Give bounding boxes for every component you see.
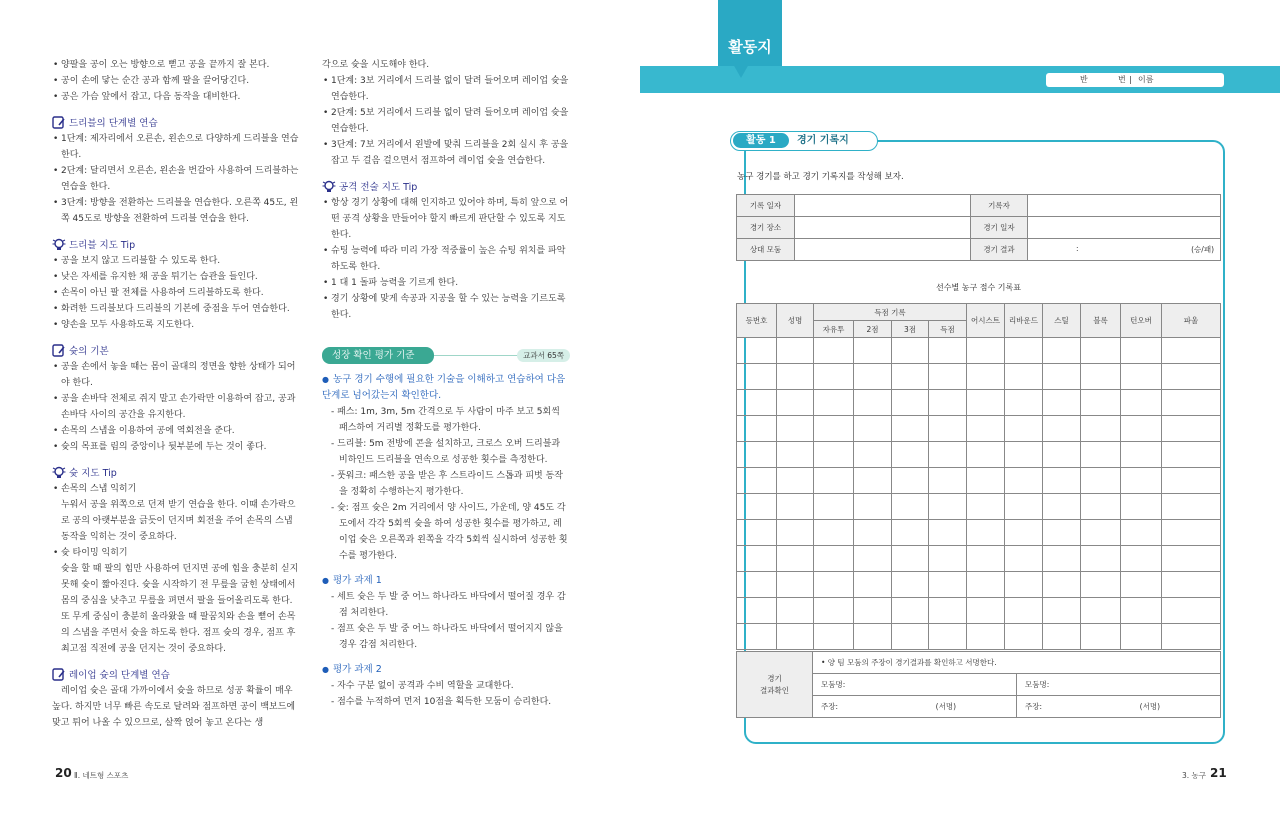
captain-a-cell[interactable]: 주장: (서명) [813, 696, 1017, 718]
col-block: 블록 [1081, 304, 1121, 338]
list-item: • 손목이 아닌 팔 전체를 사용하여 드리블하도록 한다. [52, 285, 302, 301]
paragraph: 누워서 공을 위쪽으로 던져 받기 연습을 한다. 이때 손가락으로 공의 아랫부분을 긁듯이 던지며 회전을 주어 손목의 스냅 동작을 익히는 것이 중요하다. [61, 500, 296, 542]
score-cell[interactable] [1081, 546, 1121, 572]
col-assist: 어시스트 [967, 304, 1005, 338]
task1-heading: ● 평가 과제 1 [322, 573, 570, 589]
score-cell[interactable] [1121, 338, 1162, 364]
left-column-1 [52, 57, 302, 731]
score-cell[interactable] [777, 338, 814, 364]
list-item: • 3단계: 7보 거리에서 왼발에 맞춰 드리블을 2회 실시 후 공을 잡고 두 걸음 걸으면서 점프하여 레이업 슛을 연습한다. [322, 137, 570, 169]
score-cell[interactable] [814, 390, 854, 416]
score-table-title: 선수별 농구 점수 기록표 [936, 283, 1021, 292]
list-item: • 낮은 자세를 유지한 채 공을 튀기는 습관을 들인다. [52, 269, 302, 285]
eval-intro: ● 농구 경기 수행에 필요한 기술을 이해하고 연습하여 다음 단계로 넘어갔는지 확인한다. [322, 372, 570, 404]
table-row [737, 598, 1221, 624]
list-item: • 슛 타이밍 익히기 [52, 545, 302, 561]
score-cell[interactable] [1162, 624, 1221, 650]
score-cell[interactable] [854, 468, 892, 494]
score-cell[interactable] [1121, 520, 1162, 546]
col-turnover: 턴오버 [1121, 304, 1162, 338]
score-cell[interactable] [777, 416, 814, 442]
score-cell[interactable] [892, 364, 929, 390]
score-cell[interactable] [777, 468, 814, 494]
score-cell[interactable] [967, 598, 1005, 624]
list-item: • 1 대 1 돌파 능력을 기르게 한다. [322, 275, 570, 291]
score-cell[interactable] [737, 442, 777, 468]
score-cell[interactable] [854, 624, 892, 650]
textbook-ref-badge: 교과서 65쪽 [517, 349, 570, 362]
col-free-throw: 자유투 [814, 321, 854, 338]
score-cell[interactable] [854, 520, 892, 546]
score-cell[interactable] [1005, 624, 1043, 650]
score-cell[interactable] [1162, 546, 1221, 572]
lightbulb-icon [52, 466, 66, 479]
score-cell[interactable] [929, 390, 967, 416]
growth-check-banner [322, 347, 570, 364]
score-cell[interactable] [854, 494, 892, 520]
score-cell[interactable] [1121, 494, 1162, 520]
score-cell[interactable] [814, 546, 854, 572]
score-cell[interactable] [737, 624, 777, 650]
pencil-note-icon [52, 344, 66, 357]
score-cell[interactable] [1043, 338, 1081, 364]
score-cell[interactable] [892, 442, 929, 468]
score-cell[interactable] [814, 572, 854, 598]
score-cell[interactable] [967, 338, 1005, 364]
tab-pointer [733, 64, 749, 78]
score-cell[interactable] [929, 598, 967, 624]
list-item: - 풋워크: 패스한 공을 받은 후 스트라이드 스톱과 피벗 동작을 정확히 수행하는지 평가한다. [331, 471, 563, 497]
score-cell[interactable] [1162, 390, 1221, 416]
score-cell[interactable] [777, 546, 814, 572]
score-cell[interactable] [967, 416, 1005, 442]
score-cell[interactable] [814, 364, 854, 390]
score-cell[interactable] [1043, 598, 1081, 624]
left-column-2 [322, 57, 570, 710]
list-item: • 공을 손에서 놓을 때는 몸이 골대의 정면을 향한 상태가 되어야 한다. [52, 359, 302, 391]
score-cell[interactable] [854, 364, 892, 390]
date-label: 기록 일자 [737, 195, 795, 217]
activity-number: 활동 1 [733, 133, 789, 148]
score-cell[interactable] [1043, 520, 1081, 546]
list-item: • 양팔을 공이 오는 방향으로 뻗고 공을 끝까지 잘 본다. [52, 57, 302, 73]
col-score-group: 득점 기록 [814, 304, 967, 321]
player-score-table [736, 303, 1221, 650]
score-cell[interactable] [967, 390, 1005, 416]
score-cell[interactable] [854, 390, 892, 416]
table-row [737, 546, 1221, 572]
list-item: • 슈팅 능력에 따라 미리 가장 적중률이 높은 슈팅 위치를 파악하도록 한다. [322, 243, 570, 275]
score-cell[interactable] [1162, 338, 1221, 364]
score-cell[interactable] [967, 468, 1005, 494]
table-row [737, 494, 1221, 520]
score-cell[interactable] [892, 520, 929, 546]
score-cell[interactable] [777, 442, 814, 468]
score-cell[interactable] [1081, 442, 1121, 468]
col-foul: 파울 [1162, 304, 1221, 338]
score-cell[interactable] [929, 442, 967, 468]
score-cell[interactable] [1005, 338, 1043, 364]
score-cell[interactable] [1121, 624, 1162, 650]
score-cell[interactable] [814, 598, 854, 624]
score-cell[interactable] [1121, 364, 1162, 390]
growth-check-label: 성장 확인 평가 기준 [322, 347, 434, 364]
list-item: • 공을 보지 않고 드리블할 수 있도록 한다. [52, 253, 302, 269]
score-cell[interactable] [892, 572, 929, 598]
score-cell[interactable] [777, 624, 814, 650]
score-cell[interactable] [814, 442, 854, 468]
score-cell[interactable] [1121, 572, 1162, 598]
result-confirm-table [736, 651, 1221, 718]
list-item: - 드리블: 5m 전방에 콘을 설치하고, 크로스 오버 드리블과 비하인드 드리블을 연속으로 성공한 횟수를 측정한다. [331, 439, 561, 465]
score-cell[interactable] [929, 364, 967, 390]
table-row [737, 364, 1221, 390]
score-cell[interactable] [737, 520, 777, 546]
list-item: • 공이 손에 닿는 순간 공과 함께 팔을 끌어당긴다. [52, 73, 302, 89]
activity-header [730, 131, 878, 151]
score-cell[interactable] [737, 572, 777, 598]
score-cell[interactable] [1005, 494, 1043, 520]
score-cell[interactable] [892, 468, 929, 494]
recorder-label: 기록자 [971, 195, 1028, 217]
score-cell[interactable] [1043, 442, 1081, 468]
score-cell[interactable] [892, 546, 929, 572]
sign-a: (서명) [935, 702, 956, 711]
lightbulb-icon [52, 238, 66, 251]
score-cell[interactable] [737, 598, 777, 624]
score-cell[interactable] [1043, 494, 1081, 520]
recorder-cell[interactable] [1028, 195, 1221, 217]
date-cell[interactable] [795, 195, 971, 217]
score-cell[interactable] [967, 442, 1005, 468]
score-cell[interactable] [1005, 520, 1043, 546]
paragraph: 슛을 할 때 팔의 힘만 사용하여 던지면 공에 힘을 충분히 싣지 못해 슛이 짧아진다. 슛을 시작하기 전 무릎을 굽힌 상태에서 몸의 중심을 낮추고 무릎을 펴면서 팔을 들어올리도록 한다. 또 무게 중심이 충분히 올라왔을 때 팔꿈치와 손을 뻗어 손목의 스냅을 주면서 슛을 하도록 한다. 점프 슛의 경우, 점프 후 최고점 직전에 공을 던지는 것이 중요하다. [61, 564, 299, 654]
result-unit: (승/패) [1191, 245, 1214, 254]
captain-b-cell[interactable]: 주장: (서명) [1017, 696, 1221, 718]
table-row [737, 624, 1221, 650]
col-two-pt: 2점 [854, 321, 892, 338]
lightbulb-icon [322, 180, 336, 193]
student-name-box [1046, 73, 1224, 87]
number-field-label: 번 [1118, 75, 1126, 84]
referee-cell[interactable] [1028, 217, 1221, 239]
score-cell[interactable] [929, 416, 967, 442]
score-cell[interactable] [737, 546, 777, 572]
score-cell[interactable] [929, 546, 967, 572]
score-cell[interactable] [737, 416, 777, 442]
place-cell[interactable] [795, 217, 971, 239]
list-item: • 항상 경기 상황에 대해 인지하고 있어야 하며, 특히 앞으로 어떤 공격 상황을 만들어야 할지 빠르게 판단할 수 있도록 지도한다. [322, 195, 570, 243]
score-cell[interactable] [1081, 416, 1121, 442]
paragraph: 각으로 슛을 시도해야 한다. [322, 60, 430, 70]
chapter-label-left: Ⅱ. 네트형 스포츠 [74, 771, 129, 780]
score-cell[interactable] [1005, 598, 1043, 624]
score-cell[interactable] [967, 364, 1005, 390]
list-item: • 2단계: 달리면서 오른손, 왼손을 번갈아 사용하여 드리블하는 연습을 한다. [52, 163, 302, 195]
score-cell[interactable] [892, 390, 929, 416]
score-cell[interactable] [814, 494, 854, 520]
table-row [737, 520, 1221, 546]
list-item: - 자수 구분 없이 공격과 수비 역할을 교대한다. [331, 681, 514, 691]
confirm-label: 경기 결과확인 [737, 652, 813, 718]
list-item: • 손목의 스냅을 이용하여 공에 역회전을 준다. [52, 423, 302, 439]
list-item: • 3단계: 방향을 전환하는 드리블을 연습한다. 오른쪽 45도, 왼쪽 45도로 방향을 전환하여 드리블 연습을 한다. [52, 195, 302, 227]
score-cell[interactable] [777, 572, 814, 598]
score-cell[interactable] [814, 416, 854, 442]
score-cell[interactable] [1121, 468, 1162, 494]
score-cell[interactable] [1081, 468, 1121, 494]
col-back-number: 등번호 [737, 304, 777, 338]
list-item: - 점수를 누적하여 먼저 10점을 획득한 모둠이 승리한다. [331, 697, 552, 707]
section-heading: 드리블 지도 Tip [52, 236, 302, 252]
referee-label: 경기 일자 [971, 217, 1028, 239]
score-cell[interactable] [1081, 494, 1121, 520]
score-cell[interactable] [1162, 416, 1221, 442]
section-heading: 슛의 기본 [52, 342, 302, 358]
list-item: - 패스: 1m, 3m, 5m 간격으로 두 사람이 마주 보고 5회씩 패스하여 거리별 정확도를 평가한다. [331, 407, 560, 433]
chapter-label-right: 3. 농구 [1182, 771, 1207, 780]
score-cell[interactable] [1005, 546, 1043, 572]
score-cell[interactable] [1162, 520, 1221, 546]
paragraph: 레이업 슛은 골대 가까이에서 슛을 하므로 성공 확률이 매우 높다. 하지만 너무 빠른 속도로 달려와 점프하면 공이 백보드에 맞고 튀어 나올 수 있으므로, 살짝 얹어 놓고 온다는 생 [52, 686, 296, 728]
score-cell[interactable] [1162, 598, 1221, 624]
score-cell[interactable] [1081, 520, 1121, 546]
score-cell[interactable] [737, 494, 777, 520]
list-item: • 2단계: 5보 거리에서 드리블 없이 달려 들어오며 레이업 슛을 연습한다. [322, 105, 570, 137]
score-cell[interactable] [737, 468, 777, 494]
score-cell[interactable] [814, 624, 854, 650]
score-cell[interactable] [1121, 598, 1162, 624]
name-field-label: 이름 [1138, 75, 1154, 84]
score-cell[interactable] [1081, 572, 1121, 598]
score-cell[interactable] [1121, 390, 1162, 416]
score-cell[interactable] [1081, 338, 1121, 364]
score-cell[interactable] [854, 572, 892, 598]
score-cell[interactable] [892, 598, 929, 624]
place-label: 경기 장소 [737, 217, 795, 239]
score-cell[interactable] [929, 468, 967, 494]
table-row [737, 390, 1221, 416]
score-cell[interactable] [737, 390, 777, 416]
list-item: • 경기 상황에 맞게 속공과 지공을 할 수 있는 능력을 기르도록 한다. [322, 291, 570, 323]
score-cell[interactable] [814, 338, 854, 364]
score-cell[interactable] [1081, 390, 1121, 416]
section-heading: 레이업 슛의 단계별 연습 [52, 666, 302, 682]
list-item: • 1단계: 3보 거리에서 드리블 없이 달려 들어오며 레이업 슛을 연습한다. [322, 73, 570, 105]
table-row [737, 572, 1221, 598]
score-cell[interactable] [967, 520, 1005, 546]
score-cell[interactable] [1043, 416, 1081, 442]
section-heading: 공격 전술 지도 Tip [322, 178, 570, 194]
pencil-note-icon [52, 668, 66, 681]
score-cell[interactable] [1005, 390, 1043, 416]
score-cell[interactable] [1121, 442, 1162, 468]
score-cell[interactable] [777, 364, 814, 390]
table-row [737, 338, 1221, 364]
list-item: • 화려한 드리블보다 드리블의 기본에 중점을 두어 연습한다. [52, 301, 302, 317]
score-cell[interactable] [1005, 572, 1043, 598]
score-cell[interactable] [892, 338, 929, 364]
score-cell[interactable] [854, 416, 892, 442]
activity-title: 경기 기록지 [797, 135, 849, 146]
score-cell[interactable] [1162, 442, 1221, 468]
score-cell[interactable] [892, 494, 929, 520]
score-cell[interactable] [967, 546, 1005, 572]
list-item: - 슛: 점프 슛은 2m 거리에서 양 사이드, 가운데, 양 45도 각도에서 각각 5회씩 슛을 하여 성공한 횟수를 평가하고, 레이업 슛은 오른쪽과 왼쪽을 각각 5회씩 실시하여 성공한 횟수를 평가한다. [331, 503, 568, 561]
team-a-cell[interactable]: 모둠명: [813, 674, 1017, 696]
activity-instruction: 농구 경기를 하고 경기 기록지를 작성해 보자. [737, 172, 904, 182]
task2-heading: ● 평가 과제 2 [322, 662, 570, 678]
col-three-pt: 3점 [892, 321, 929, 338]
confirm-note: • 양 팀 모둠의 주장이 경기결과를 확인하고 서명한다. [813, 652, 1221, 674]
separator: | [1129, 75, 1132, 84]
class-field-label: 반 [1080, 75, 1088, 84]
result-label: 경기 결과 [971, 239, 1028, 261]
col-name: 성명 [777, 304, 814, 338]
opponent-label: 상대 모둠 [737, 239, 795, 261]
score-cell[interactable] [1121, 546, 1162, 572]
score-cell[interactable] [892, 416, 929, 442]
score-cell[interactable] [777, 494, 814, 520]
pencil-note-icon [52, 116, 66, 129]
score-cell[interactable] [854, 598, 892, 624]
score-cell[interactable] [854, 338, 892, 364]
score-cell[interactable] [1043, 572, 1081, 598]
list-item: • 1단계: 제자리에서 오른손, 왼손으로 다양하게 드리블을 연습한다. [52, 131, 302, 163]
result-colon: : [1076, 244, 1079, 253]
score-cell[interactable] [929, 624, 967, 650]
score-cell[interactable] [1162, 572, 1221, 598]
score-cell[interactable] [1005, 364, 1043, 390]
worksheet-title: 활동지 [728, 38, 772, 56]
score-cell[interactable] [1081, 624, 1121, 650]
score-cell[interactable] [814, 468, 854, 494]
score-cell[interactable] [967, 572, 1005, 598]
score-cell[interactable] [1043, 624, 1081, 650]
score-cell[interactable] [1043, 390, 1081, 416]
list-item: • 양손을 모두 사용하도록 지도한다. [52, 317, 302, 333]
score-cell[interactable] [737, 364, 777, 390]
score-cell[interactable] [1081, 364, 1121, 390]
score-cell[interactable] [1043, 468, 1081, 494]
score-cell[interactable] [967, 624, 1005, 650]
score-cell[interactable] [1043, 364, 1081, 390]
list-item: - 점프 슛은 두 발 중 어느 하나라도 바닥에서 떨어지지 않을 경우 감점 처리한다. [331, 624, 563, 650]
score-cell[interactable] [929, 338, 967, 364]
opponent-cell[interactable] [795, 239, 971, 261]
score-cell[interactable] [929, 572, 967, 598]
table-row [737, 442, 1221, 468]
table-row [737, 468, 1221, 494]
score-cell[interactable] [967, 494, 1005, 520]
score-cell[interactable] [854, 442, 892, 468]
score-cell[interactable] [737, 338, 777, 364]
game-info-table [736, 194, 1221, 261]
score-cell[interactable] [1162, 364, 1221, 390]
score-cell[interactable] [814, 520, 854, 546]
score-cell[interactable] [1005, 442, 1043, 468]
table-row [737, 416, 1221, 442]
list-item: • 공은 가슴 앞에서 잡고, 다음 동작을 대비한다. [52, 89, 302, 105]
page-number-right: 21 [1210, 766, 1227, 780]
list-item: • 슛의 목표를 림의 중앙이나 뒷부분에 두는 것이 좋다. [52, 439, 302, 455]
score-cell[interactable] [777, 598, 814, 624]
score-cell[interactable] [1005, 468, 1043, 494]
score-cell[interactable] [1162, 468, 1221, 494]
score-cell[interactable] [1121, 416, 1162, 442]
list-item: - 세트 슛은 두 발 중 어느 하나라도 바닥에서 떨어질 경우 감점 처리한다. [331, 592, 566, 618]
score-cell[interactable] [1005, 416, 1043, 442]
score-cell[interactable] [1043, 546, 1081, 572]
list-item: • 공을 손바닥 전체로 쥐지 말고 손가락만 이용하여 잡고, 공과 손바닥 사이의 공간을 유지한다. [52, 391, 302, 423]
sign-b: (서명) [1139, 702, 1160, 711]
score-cell[interactable] [777, 390, 814, 416]
list-item: • 손목의 스냅 익히기 [52, 481, 302, 497]
col-rebound: 리바운드 [1005, 304, 1043, 338]
col-points: 득점 [929, 321, 967, 338]
score-cell[interactable] [1162, 494, 1221, 520]
section-heading: 드리블의 단계별 연습 [52, 114, 302, 130]
score-cell[interactable] [892, 624, 929, 650]
team-b-cell[interactable]: 모둠명: [1017, 674, 1221, 696]
result-cell[interactable] [1028, 239, 1221, 261]
score-rows [737, 338, 1221, 650]
score-cell[interactable] [777, 520, 814, 546]
col-steal: 스틸 [1043, 304, 1081, 338]
score-cell[interactable] [929, 520, 967, 546]
score-cell[interactable] [854, 546, 892, 572]
section-heading: 슛 지도 Tip [52, 464, 302, 480]
score-cell[interactable] [1081, 598, 1121, 624]
score-cell[interactable] [929, 494, 967, 520]
page-number-left: 20 [55, 766, 72, 780]
catch-bullets [52, 57, 302, 105]
